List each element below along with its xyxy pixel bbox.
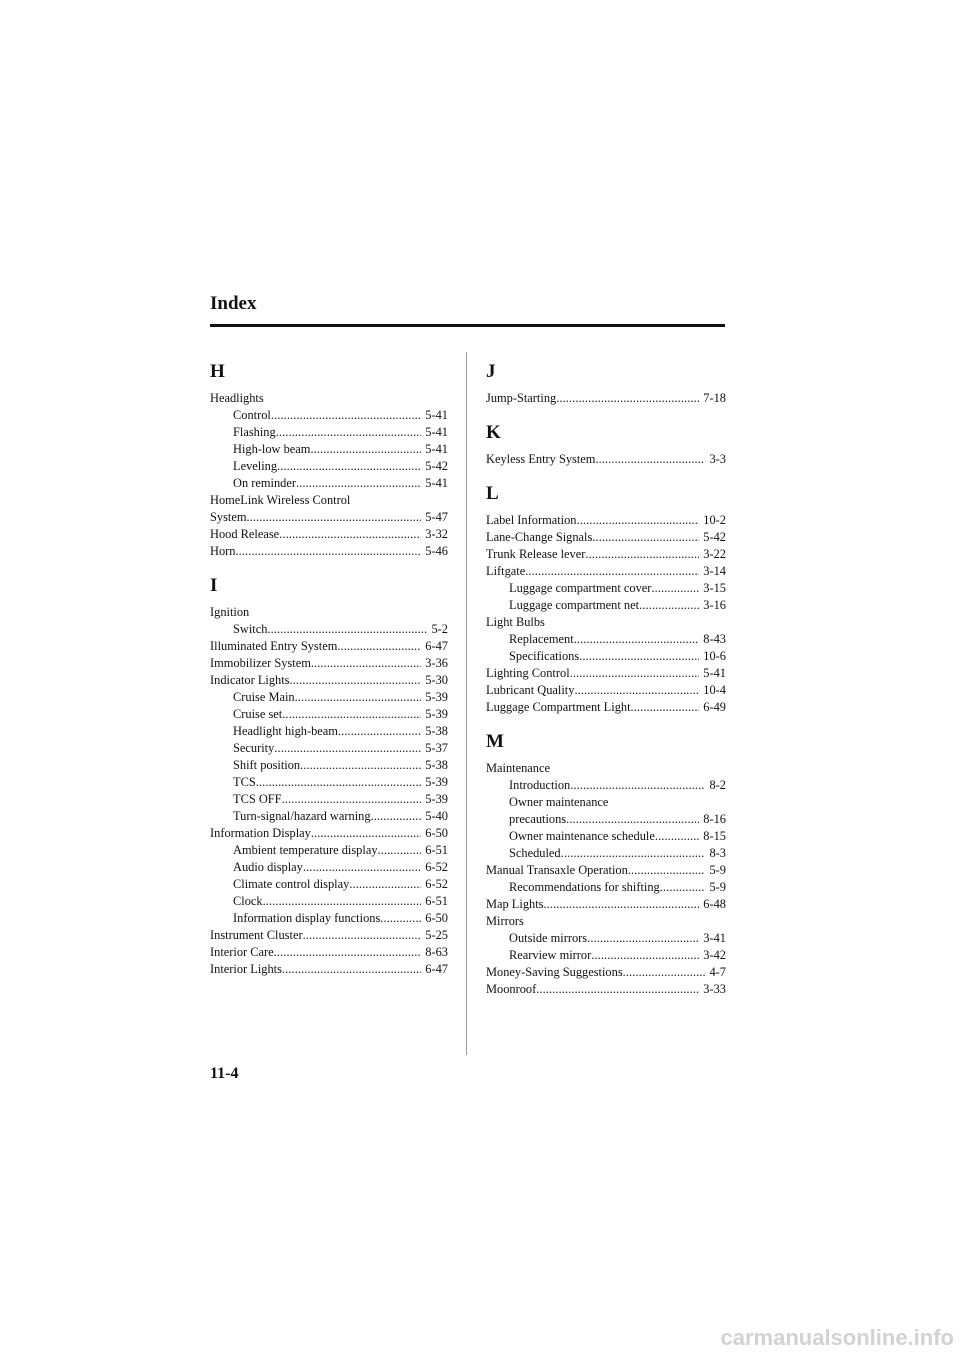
- index-subentry: [486, 580, 726, 597]
- entry-page-ref: 5-41: [425, 425, 448, 439]
- entry-label: Moonroof: [486, 982, 537, 996]
- entry-page-ref: 6-47: [425, 962, 448, 976]
- entry-label: Indicator Lights: [210, 673, 290, 687]
- index-entry: [486, 964, 726, 981]
- dot-leader: [623, 964, 706, 981]
- index-subentry: [486, 597, 726, 614]
- dot-leader: [561, 845, 706, 862]
- index-entry: [486, 682, 726, 699]
- index-section-h: [210, 359, 448, 560]
- index-subentry: [210, 475, 448, 492]
- index-entry: [210, 672, 448, 689]
- entry-page-ref: 6-52: [425, 860, 448, 874]
- entry-page-ref: 5-9: [709, 880, 726, 894]
- entry-page-ref: 10-4: [703, 683, 726, 697]
- entry-page-ref: 6-51: [425, 843, 448, 857]
- index-section-j: [486, 359, 726, 407]
- dot-leader: [282, 791, 422, 808]
- entry-label: Headlight high-beam: [233, 724, 338, 738]
- column-divider: [466, 352, 467, 1055]
- index-entry: [486, 529, 726, 546]
- entry-label: Shift position: [233, 758, 301, 772]
- entry-page-ref: 6-52: [425, 877, 448, 891]
- entry-page-ref: 6-51: [425, 894, 448, 908]
- entry-page-ref: 8-43: [703, 632, 726, 646]
- entry-label: Liftgate: [486, 564, 526, 578]
- index-entry: [486, 896, 726, 913]
- dot-leader: [337, 638, 421, 655]
- index-subentry: [486, 879, 726, 896]
- index-subentry: [486, 811, 726, 828]
- dot-leader: [267, 621, 427, 638]
- index-entry: [486, 862, 726, 879]
- entry-page-ref: 8-15: [703, 829, 726, 843]
- entry-page-ref: 8-16: [703, 812, 726, 826]
- entry-label: Owner maintenance schedule: [509, 829, 655, 843]
- entry-page-ref: 5-30: [425, 673, 448, 687]
- entry-page-ref: 5-41: [425, 408, 448, 422]
- entry-page-ref: 3-22: [703, 547, 726, 561]
- entry-label: Label Information: [486, 513, 577, 527]
- index-section-m: [486, 729, 726, 998]
- index-subentry: [210, 689, 448, 706]
- index-subentry: [210, 808, 448, 825]
- dot-leader: [277, 458, 421, 475]
- index-entry: [210, 604, 448, 621]
- index-subentry: [210, 910, 448, 927]
- dot-leader: [295, 689, 422, 706]
- entry-label: Illuminated Entry System: [210, 639, 338, 653]
- entry-label: Scheduled: [509, 846, 561, 860]
- dot-leader: [570, 665, 700, 682]
- entry-label: Leveling: [233, 459, 278, 473]
- entry-page-ref: 5-41: [425, 476, 448, 490]
- index-subentry: [210, 859, 448, 876]
- index-subentry: [210, 621, 448, 638]
- index-entry: [486, 546, 726, 563]
- entry-page-ref: 3-15: [703, 581, 726, 595]
- entry-page-ref: 6-47: [425, 639, 448, 653]
- entry-page-ref: 5-42: [703, 530, 726, 544]
- dot-leader: [338, 723, 421, 740]
- dot-leader: [585, 546, 699, 563]
- entry-label: Headlights: [210, 391, 264, 405]
- entry-page-ref: 5-46: [425, 544, 448, 558]
- entry-label: Ignition: [210, 605, 250, 619]
- section-letter: L: [486, 483, 499, 504]
- entry-label: Mirrors: [486, 914, 524, 928]
- index-entry: [210, 944, 448, 961]
- index-entry: [210, 927, 448, 944]
- index-subentry: [210, 723, 448, 740]
- entry-label: Cruise set: [233, 707, 283, 721]
- entry-label: Introduction: [509, 778, 571, 792]
- entry-label: Information display functions: [233, 911, 381, 925]
- entry-label: Luggage Compartment Light: [486, 700, 631, 714]
- entry-label: TCS OFF: [233, 792, 282, 806]
- index-entry: [486, 981, 726, 998]
- dot-leader: [595, 451, 705, 468]
- section-letter: J: [486, 361, 496, 382]
- dot-leader: [628, 862, 706, 879]
- dot-leader: [276, 424, 422, 441]
- entry-page-ref: 7-18: [703, 391, 726, 405]
- entry-page-ref: 5-39: [425, 707, 448, 721]
- index-subentry: [210, 842, 448, 859]
- page-title: Index: [210, 293, 257, 314]
- entry-page-ref: 3-41: [703, 931, 726, 945]
- index-subentry: [486, 930, 726, 947]
- entry-page-ref: 5-39: [425, 775, 448, 789]
- entry-label: Switch: [233, 622, 268, 636]
- index-entry: [210, 492, 448, 509]
- entry-label: Map Lights: [486, 897, 544, 911]
- index-entry: [210, 961, 448, 978]
- entry-page-ref: 8-2: [709, 778, 726, 792]
- entry-label: System: [210, 510, 247, 524]
- entry-label: Specifications: [509, 649, 580, 663]
- index-entry: [210, 509, 448, 526]
- entry-page-ref: 10-6: [703, 649, 726, 663]
- index-entry: [210, 543, 448, 560]
- entry-label: Keyless Entry System: [486, 452, 596, 466]
- entry-page-ref: 5-9: [709, 863, 726, 877]
- entry-label: Trunk Release lever: [486, 547, 586, 561]
- entry-label: Maintenance: [486, 761, 550, 775]
- dot-leader: [235, 543, 421, 560]
- dot-leader: [543, 896, 699, 913]
- entry-label: Security: [233, 741, 275, 755]
- index-subentry: [210, 740, 448, 757]
- index-subentry: [210, 774, 448, 791]
- index-entry: [210, 526, 448, 543]
- index-entry: [210, 655, 448, 672]
- entry-label: Audio display: [233, 860, 303, 874]
- entry-page-ref: 3-16: [703, 598, 726, 612]
- dot-leader: [256, 774, 422, 791]
- index-column-left: [210, 352, 448, 991]
- entry-page-ref: 5-38: [425, 758, 448, 772]
- dot-leader: [311, 825, 421, 842]
- entry-label: Lane-Change Signals: [486, 530, 593, 544]
- dot-leader: [587, 930, 699, 947]
- entry-label: Light Bulbs: [486, 615, 545, 629]
- index-entry: [210, 390, 448, 407]
- entry-label: Turn-signal/hazard warning: [233, 809, 371, 823]
- index-subentry: [210, 791, 448, 808]
- section-letter: H: [210, 361, 225, 382]
- dot-leader: [274, 944, 422, 961]
- entry-page-ref: 4-7: [709, 965, 726, 979]
- entry-label: Instrument Cluster: [210, 928, 303, 942]
- index-section-i: [210, 573, 448, 978]
- dot-leader: [296, 475, 421, 492]
- entry-label: Lighting Control: [486, 666, 570, 680]
- entry-page-ref: 6-49: [703, 700, 726, 714]
- index-subentry: [486, 947, 726, 964]
- dot-leader: [282, 961, 421, 978]
- entry-page-ref: 6-48: [703, 897, 726, 911]
- entry-page-ref: 5-39: [425, 792, 448, 806]
- entry-label: Immobilizer System: [210, 656, 311, 670]
- header-rule: [210, 324, 725, 327]
- dot-leader: [300, 757, 421, 774]
- dot-leader: [655, 828, 699, 845]
- entry-label: Outside mirrors: [509, 931, 588, 945]
- entry-label: Ambient temperature display: [233, 843, 378, 857]
- entry-page-ref: 5-41: [425, 442, 448, 456]
- dot-leader: [263, 893, 422, 910]
- index-subentry: [210, 407, 448, 424]
- dot-leader: [639, 597, 699, 614]
- dot-leader: [290, 672, 422, 689]
- dot-leader: [556, 390, 699, 407]
- dot-leader: [579, 648, 699, 665]
- entry-label: Jump-Starting: [486, 391, 557, 405]
- entry-label: Clock: [233, 894, 263, 908]
- watermark: carmanualsonline.info: [720, 1325, 954, 1350]
- index-entry: [486, 512, 726, 529]
- entry-page-ref: 8-63: [425, 945, 448, 959]
- entry-page-ref: 3-14: [703, 564, 726, 578]
- dot-leader: [349, 876, 421, 893]
- dot-leader: [247, 509, 422, 526]
- index-subentry: [210, 757, 448, 774]
- entry-page-ref: 6-50: [425, 911, 448, 925]
- entry-page-ref: 5-47: [425, 510, 448, 524]
- index-entry: [210, 825, 448, 842]
- dot-leader: [303, 859, 421, 876]
- dot-leader: [274, 740, 421, 757]
- dot-leader: [660, 879, 706, 896]
- dot-leader: [592, 529, 699, 546]
- index-subentry: [210, 876, 448, 893]
- section-letter: K: [486, 422, 501, 443]
- index-entry: [210, 638, 448, 655]
- entry-label: Cruise Main: [233, 690, 295, 704]
- entry-label: Lubricant Quality: [486, 683, 575, 697]
- index-subentry: [486, 631, 726, 648]
- entry-label: High-low beam: [233, 442, 311, 456]
- index-entry: [486, 451, 726, 468]
- dot-leader: [271, 407, 421, 424]
- dot-leader: [371, 808, 422, 825]
- dot-leader: [525, 563, 699, 580]
- entry-page-ref: 3-36: [425, 656, 448, 670]
- entry-page-ref: 5-39: [425, 690, 448, 704]
- dot-leader: [566, 811, 699, 828]
- entry-label: Owner maintenance: [509, 795, 609, 809]
- index-subentry: [486, 777, 726, 794]
- entry-label: HomeLink Wireless Control: [210, 493, 351, 507]
- dot-leader: [577, 512, 700, 529]
- entry-page-ref: 3-33: [703, 982, 726, 996]
- index-section-l: [486, 481, 726, 716]
- dot-leader: [591, 947, 699, 964]
- dot-leader: [651, 580, 699, 597]
- entry-label: Horn: [210, 544, 236, 558]
- entry-label: Flashing: [233, 425, 276, 439]
- index-entry: [486, 699, 726, 716]
- entry-page-ref: 5-25: [425, 928, 448, 942]
- entry-label: Rearview mirror: [509, 948, 592, 962]
- dot-leader: [279, 526, 421, 543]
- index-subentry: [210, 424, 448, 441]
- dot-leader: [303, 927, 422, 944]
- index-entry: [486, 390, 726, 407]
- entry-page-ref: 8-3: [709, 846, 726, 860]
- entry-label: On reminder: [233, 476, 296, 490]
- entry-page-ref: 3-32: [425, 527, 448, 541]
- dot-leader: [311, 655, 421, 672]
- index-entry: [486, 563, 726, 580]
- entry-page-ref: 10-2: [703, 513, 726, 527]
- index-subentry: [486, 828, 726, 845]
- entry-label: Interior Lights: [210, 962, 282, 976]
- index-column-right: [486, 352, 726, 1011]
- entry-label: Manual Transaxle Operation: [486, 863, 628, 877]
- entry-page-ref: 6-50: [425, 826, 448, 840]
- index-subentry: [210, 458, 448, 475]
- page-number: 11-4: [210, 1065, 239, 1082]
- dot-leader: [536, 981, 699, 998]
- entry-page-ref: 3-3: [709, 452, 726, 466]
- dot-leader: [574, 631, 700, 648]
- entry-label: Hood Release: [210, 527, 280, 541]
- entry-label: TCS: [233, 775, 256, 789]
- entry-label: Luggage compartment net: [509, 598, 640, 612]
- entry-label: Luggage compartment cover: [509, 581, 652, 595]
- section-letter: M: [486, 731, 504, 752]
- index-subentry: [486, 794, 726, 811]
- entry-page-ref: 5-37: [425, 741, 448, 755]
- entry-page-ref: 5-40: [425, 809, 448, 823]
- entry-label: Money-Saving Suggestions: [486, 965, 623, 979]
- dot-leader: [570, 777, 705, 794]
- entry-label: Control: [233, 408, 271, 422]
- entry-label: Recommendations for shifting: [509, 880, 660, 894]
- index-subentry: [210, 706, 448, 723]
- entry-label: Climate control display: [233, 877, 350, 891]
- dot-leader: [380, 910, 421, 927]
- dot-leader: [310, 441, 421, 458]
- dot-leader: [574, 682, 699, 699]
- dot-leader: [378, 842, 422, 859]
- dot-leader: [282, 706, 421, 723]
- entry-page-ref: 5-38: [425, 724, 448, 738]
- entry-page-ref: 5-42: [425, 459, 448, 473]
- index-subentry: [210, 441, 448, 458]
- index-entry: [486, 665, 726, 682]
- index-section-k: [486, 420, 726, 468]
- entry-page-ref: 5-2: [431, 622, 448, 636]
- index-subentry: [486, 845, 726, 862]
- entry-label: Interior Care: [210, 945, 274, 959]
- entry-label: Information Display: [210, 826, 311, 840]
- index-subentry: [210, 893, 448, 910]
- index-entry: [486, 614, 726, 631]
- entry-page-ref: 3-42: [703, 948, 726, 962]
- entry-label: precautions: [509, 812, 567, 826]
- dot-leader: [631, 699, 700, 716]
- entry-label: Replacement: [509, 632, 574, 646]
- index-entry: [486, 760, 726, 777]
- index-subentry: [486, 648, 726, 665]
- section-letter: I: [210, 575, 218, 596]
- entry-page-ref: 5-41: [703, 666, 726, 680]
- index-entry: [486, 913, 726, 930]
